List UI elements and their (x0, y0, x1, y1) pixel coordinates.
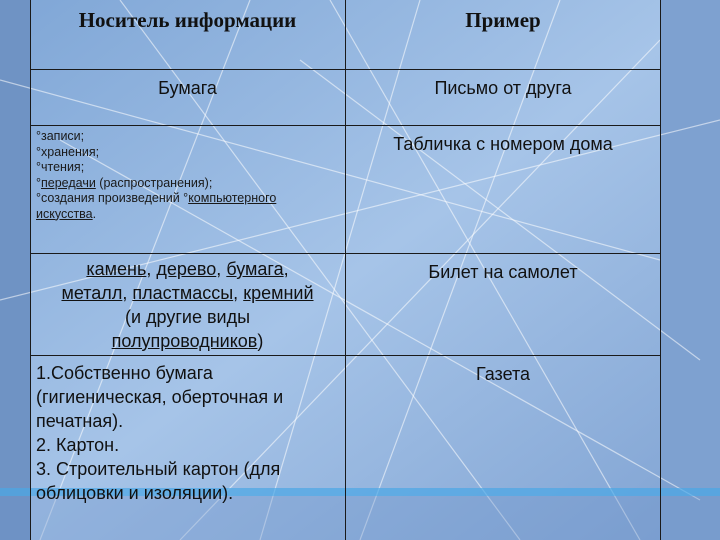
list-item: °чтения; (36, 160, 85, 174)
text-line: облицовки и изоляции). (36, 483, 234, 503)
list-item: °хранения; (36, 144, 100, 159)
data-table (30, 0, 661, 540)
text-line: металл, пластмассы, кремний (61, 283, 314, 303)
table-row (30, 355, 661, 540)
link-derevo[interactable]: дерево (156, 259, 217, 279)
link-bumaga[interactable]: бумага (226, 259, 284, 279)
text-line: 1.Собственно бумага (36, 363, 213, 383)
link-kremniy[interactable]: кремний (243, 283, 314, 303)
link-poluprovodnikov[interactable]: полупроводников (111, 331, 258, 351)
text-line: (гигиеническая, оберточная и (36, 387, 284, 407)
link-kamen[interactable]: камень (86, 259, 147, 279)
link-peredachi[interactable]: передачи (41, 175, 96, 190)
example-cell: Билет на самолет (428, 262, 578, 282)
text-line: 2. Картон. (36, 435, 120, 455)
text-line: 3. Строительный картон (для (36, 459, 281, 479)
table-row (30, 253, 661, 356)
link-kompyuternogo[interactable]: компьютерного (188, 191, 277, 205)
link-iskusstva[interactable]: искусства (36, 206, 93, 221)
carrier-cell (30, 253, 345, 355)
carrier-cell (30, 355, 345, 540)
table-row (30, 125, 661, 254)
example-cell: Письмо от друга (434, 78, 572, 98)
list-item: °передачи (распространения); (36, 175, 213, 190)
carrier-cell (30, 125, 345, 253)
list-item: °создания произведений °компьютерного (36, 191, 277, 205)
table-row (30, 69, 661, 126)
header-carrier: Носитель информации (78, 8, 297, 32)
list-item: искусства. (36, 206, 97, 221)
table-header-row (30, 0, 661, 70)
text-line: печатная). (36, 411, 124, 431)
text-line: полупроводников) (111, 331, 264, 351)
list-item: °записи; (36, 129, 85, 143)
link-plastmassy[interactable]: пластмассы (132, 283, 234, 303)
example-cell: Табличка с номером дома (393, 134, 613, 154)
text-line: (и другие виды (124, 307, 251, 327)
header-example: Пример (465, 8, 541, 32)
example-cell: Газета (475, 364, 531, 384)
link-metall[interactable]: металл (61, 283, 123, 303)
carrier-cell: Бумага (158, 78, 217, 98)
text-line: камень, дерево, бумага, (86, 259, 289, 279)
